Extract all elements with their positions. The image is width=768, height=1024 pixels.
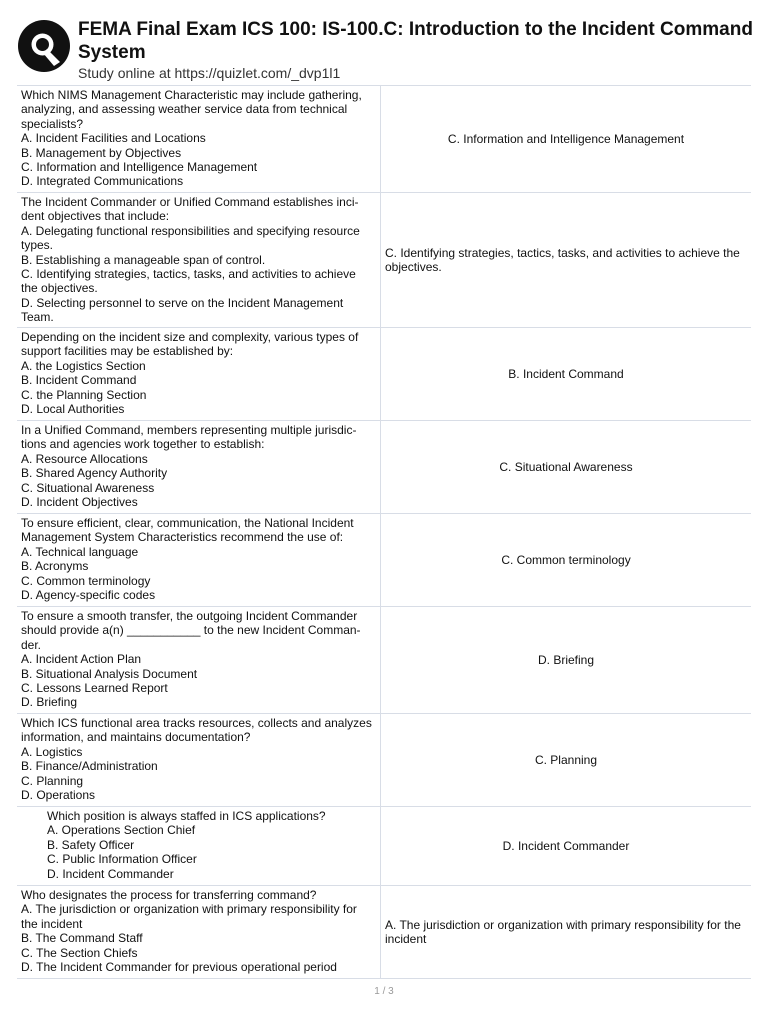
question-cell (17, 607, 381, 713)
option-line: D. Operations (21, 788, 96, 803)
answer-cell: D. Incident Commander (502, 838, 630, 853)
option-line: D. Integrated Communications (21, 174, 184, 189)
answer-cell: D. Briefing (537, 652, 595, 667)
question-line: In a Unified Command, members representing multiple jurisdic- (21, 423, 357, 437)
option-line: A. the Logistics Section (21, 358, 146, 373)
question-cell (17, 86, 381, 192)
card-row (17, 86, 751, 193)
option-line: A. Technical language (21, 544, 139, 559)
answer-cell: C. Identifying strategies, tactics, tasks, and activities to achieve the objectives. (385, 245, 740, 274)
question-cell (17, 714, 381, 806)
option-line: A. Incident Action Plan (21, 652, 142, 667)
question-line: information, and maintains documentation? (21, 730, 251, 745)
question-line: Which NIMS Management Characteristic may include gathering, (21, 88, 362, 102)
option-line: the objectives. (21, 281, 98, 296)
option-line: C. the Planning Section (21, 387, 147, 402)
question-line: The Incident Commander or Unified Command establishes inci- (21, 195, 359, 209)
option-line: B. Establishing a manageable span of control. (21, 252, 266, 267)
question-line: Who designates the process for transferring command? (21, 888, 317, 902)
answer-cell: C. Common terminology (501, 552, 631, 567)
question-line: dent objectives that include: (21, 209, 170, 224)
card-row (17, 807, 751, 886)
study-link-text: Study online at https://quizlet.com/_dvp1l1 (78, 65, 341, 81)
flashcard-table (17, 85, 751, 979)
option-line: D. Agency-specific codes (21, 588, 156, 603)
option-line: A. Logistics (21, 744, 83, 759)
card-row (17, 886, 751, 979)
question-line: Depending on the incident size and complexity, various types of (21, 330, 359, 344)
option-line: B. Acronyms (21, 559, 89, 574)
option-line: types. (21, 238, 54, 253)
option-line: A. Incident Facilities and Locations (21, 131, 206, 146)
question-line: Which position is always staffed in ICS applications? (47, 809, 326, 823)
card-row (17, 607, 751, 714)
question-cell (17, 328, 381, 420)
page-title: FEMA Final Exam ICS 100: IS-100.C: Introduction to the Incident Command System (78, 19, 753, 63)
question-line: tions and agencies work together to establish: (21, 437, 265, 452)
option-line: D. Selecting personnel to serve on the Incident Management (21, 295, 344, 310)
question-line: To ensure efficient, clear, communication, the National Incident (21, 516, 354, 530)
question-line: specialists? (21, 116, 84, 131)
option-line: B. Finance/Administration (21, 759, 158, 774)
option-line: D. Incident Objectives (21, 495, 138, 510)
option-line: C. Lessons Learned Report (21, 681, 168, 696)
page-number: 1 / 3 (374, 986, 394, 997)
option-line: C. The Section Chiefs (21, 945, 138, 960)
question-line: support facilities may be established by: (21, 344, 234, 359)
question-cell (17, 514, 381, 606)
card-row (17, 421, 751, 514)
card-row (17, 193, 751, 328)
question-line: der. (21, 637, 42, 652)
question-line: Which ICS functional area tracks resources, collects and analyzes (21, 716, 372, 730)
option-line: Team. (21, 310, 54, 325)
answer-cell: B. Incident Command (508, 366, 624, 381)
option-line: A. Resource Allocations (21, 451, 148, 466)
question-line: should provide a(n) ___________ to the new Incident Comman- (21, 623, 361, 638)
option-line: B. Situational Analysis Document (21, 666, 198, 681)
option-line: D. Local Authorities (21, 402, 125, 417)
answer-cell: C. Information and Intelligence Management (447, 131, 685, 146)
option-line: C. Public Information Officer (47, 852, 197, 867)
quizlet-q-icon (18, 20, 70, 72)
question-cell (17, 421, 381, 513)
option-line: B. The Command Staff (21, 931, 143, 946)
option-line: B. Management by Objectives (21, 145, 182, 160)
option-line: C. Planning (21, 773, 84, 788)
question-line: Management System Characteristics recommend the use of: (21, 530, 344, 545)
option-line: C. Common terminology (21, 573, 151, 588)
option-line: B. Incident Command (21, 373, 137, 388)
question-cell (17, 193, 381, 327)
question-line: analyzing, and assessing weather service data from technical (21, 102, 348, 117)
card-row (17, 514, 751, 607)
answer-cell: A. The jurisdiction or organization with primary responsibility for the incident (385, 917, 741, 946)
option-line: C. Information and Intelligence Management (21, 160, 258, 175)
answer-cell: C. Planning (534, 752, 598, 767)
option-line: A. Operations Section Chief (47, 823, 196, 838)
question-line: To ensure a smooth transfer, the outgoing Incident Commander (21, 609, 358, 623)
page-header (0, 0, 768, 88)
option-line: D. Briefing (21, 695, 78, 710)
answer-cell: C. Situational Awareness (499, 459, 633, 474)
option-line: A. The jurisdiction or organization with primary responsibility for (21, 902, 357, 917)
option-line: B. Shared Agency Authority (21, 466, 168, 481)
option-line: B. Safety Officer (47, 837, 135, 852)
question-cell (17, 807, 381, 885)
card-row (17, 328, 751, 421)
option-line: the incident (21, 916, 83, 931)
card-row (17, 714, 751, 807)
question-cell (17, 886, 381, 978)
option-line: C. Identifying strategies, tactics, tasks, and activities to achieve (21, 267, 356, 282)
option-line: D. Incident Commander (47, 866, 174, 881)
option-line: A. Delegating functional responsibilities and specifying resource (21, 223, 360, 238)
option-line: C. Situational Awareness (21, 480, 155, 495)
option-line: D. The Incident Commander for previous operational period (21, 960, 337, 975)
